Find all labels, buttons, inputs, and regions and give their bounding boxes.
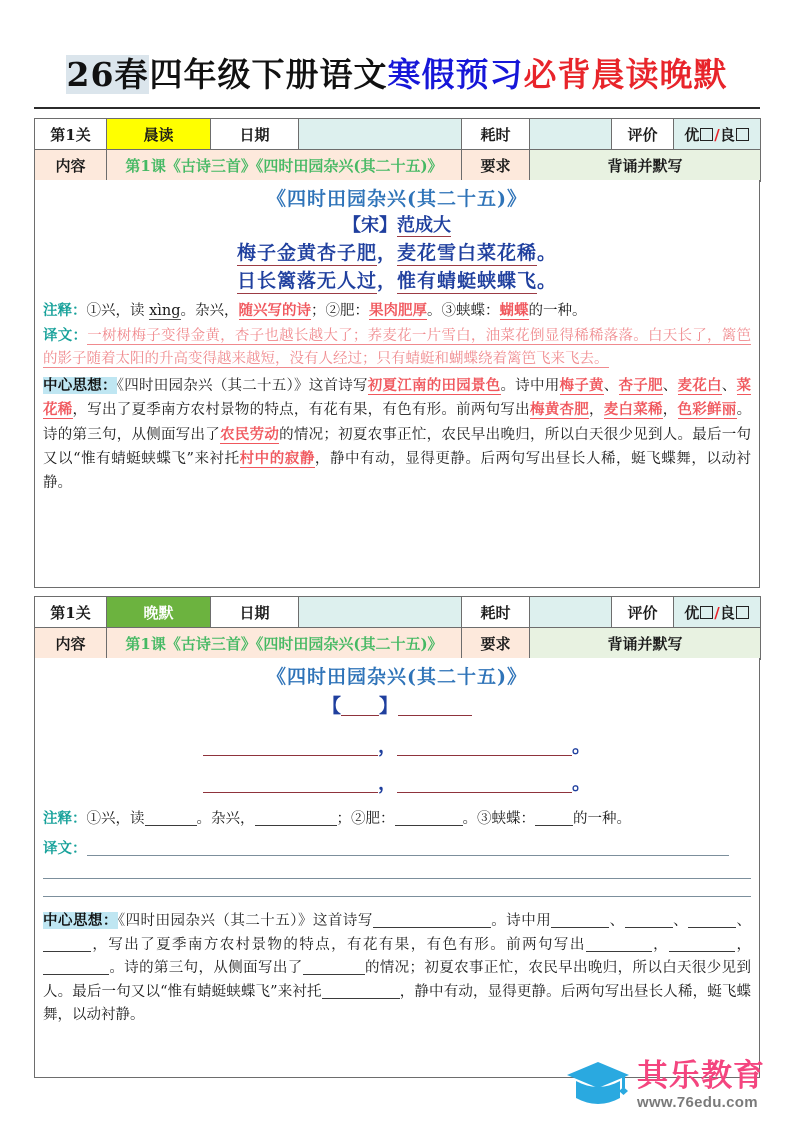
s2-time-label: 耗时 <box>462 597 530 629</box>
notes-blank-label: 注释： <box>43 810 87 827</box>
theme-k8: 色彩鲜丽 <box>677 401 737 418</box>
s1-content-label: 内容 <box>35 150 107 182</box>
note-2-end: 。 <box>427 303 442 319</box>
s1-date-label: 日期 <box>211 119 299 151</box>
theme-blank-paragraph <box>43 909 751 1028</box>
theme-blank-t8: ， <box>735 936 752 953</box>
title-part-black: 四年级下册语文 <box>149 55 388 94</box>
theme-blank-t5: 、 <box>736 913 752 929</box>
blank-theme-5[interactable] <box>43 951 91 952</box>
s1-date-value[interactable] <box>299 119 462 151</box>
table-row <box>35 119 761 151</box>
poem-line-2a: 日长篱落无人过 <box>236 270 377 292</box>
line2-comma: ， <box>377 772 397 794</box>
theme-blank-t3: 、 <box>609 913 625 929</box>
s2-date-label: 日期 <box>211 597 299 629</box>
s2-rating-ok: 良 <box>719 604 735 622</box>
section1-content-table <box>34 149 761 182</box>
translation-text: 一树树梅子变得金黄，杏子也越长越大了；荞麦花一片雪白，油菜花倒显得稀稀落落。白天长了，篱笆的影子随着太阳的升高变得越来越短，没有人经过；只有蜻蜓和蝴蝶绕着篱笆飞来飞去。 <box>43 327 752 367</box>
s1-rating-label: 评价 <box>612 119 674 151</box>
poem-line1-blank <box>43 731 751 761</box>
note-3-pre: ③蛱蝶： <box>441 303 500 319</box>
translation-answer-paragraph <box>43 324 751 372</box>
table-row <box>35 150 761 182</box>
s2-time-value[interactable] <box>530 597 612 629</box>
title-part-blue: 寒假预习 <box>387 55 524 94</box>
watermark-url: www.76edu.com <box>637 1093 758 1111</box>
poem-title-blank: 《四时田园杂兴(其二十五)》 <box>267 666 527 688</box>
theme-t11: ，静中有动，显得更静。后两句写出昼长人稀，蜓飞蝶舞，以动衬静。 <box>43 451 752 491</box>
poem-answer-block <box>43 186 751 295</box>
note-1-pre: ①兴，读 <box>86 303 150 319</box>
theme-t1: 《四时田园杂兴（其二十五）》这首诗写 <box>116 377 368 394</box>
poem-author-line <box>43 213 751 239</box>
poem-line-1a: 梅子金黄杏子肥 <box>236 242 377 264</box>
theme-k6: 梅黄杏肥 <box>529 401 589 418</box>
poem-author-blank-line <box>43 691 751 721</box>
blank-line1b[interactable] <box>397 755 572 756</box>
s1-rating-ok: 良 <box>719 126 735 144</box>
note-blank-2-end: 。 <box>462 811 477 827</box>
blank-theme-8[interactable] <box>43 974 109 975</box>
blank-dynasty[interactable] <box>341 715 379 716</box>
poem-line-2 <box>43 267 751 295</box>
s1-req-label: 要求 <box>462 150 530 182</box>
blank-theme-7[interactable] <box>669 951 735 952</box>
s1-content-value: 第1课《古诗三首》《四时田园杂兴(其二十五)》 <box>107 150 462 182</box>
theme-k7: 麦白菜稀 <box>603 401 663 418</box>
s2-rating-value[interactable] <box>674 597 761 629</box>
poem-line2-blank <box>43 768 751 798</box>
section2-header-table <box>34 596 761 629</box>
section2-content-table <box>34 627 761 660</box>
section2-body-panel <box>34 658 760 1078</box>
blank-theme-10[interactable] <box>322 998 400 999</box>
line1-period: 。 <box>572 735 592 757</box>
s2-date-value[interactable] <box>299 597 462 629</box>
graduation-cap-icon <box>566 1060 630 1110</box>
blank-theme-3[interactable] <box>625 927 673 928</box>
s2-mode-cell: 晚默 <box>107 597 211 629</box>
title-part-highlight: 26春 <box>66 55 149 94</box>
poem-line-1-comma: ， <box>376 242 397 264</box>
bracket-open: 【 <box>321 695 341 717</box>
table-row <box>35 628 761 660</box>
blank-line1a[interactable] <box>203 755 378 756</box>
s2-content-label: 内容 <box>35 628 107 660</box>
theme-blank-t4: 、 <box>672 913 689 929</box>
theme-k1: 初夏江南的田园景色 <box>367 376 501 394</box>
checkbox-good-icon[interactable] <box>700 606 713 619</box>
poem-line-2-period: 。 <box>537 270 558 292</box>
watermark-text <box>637 1057 765 1111</box>
theme-k2: 梅子黄 <box>559 376 604 394</box>
blank-translation-3[interactable] <box>43 896 751 897</box>
line1-comma: ， <box>377 735 397 757</box>
poem-dynasty: 【宋】 <box>343 215 397 236</box>
blank-theme-1[interactable] <box>373 927 491 928</box>
theme-t4: 、 <box>662 377 678 394</box>
theme-t9: 。诗的第三句，从侧面写出了 <box>43 402 752 443</box>
theme-t2: 。诗中用 <box>500 377 560 394</box>
note-1-answer: 随兴写的诗 <box>238 302 312 319</box>
theme-t8: ， <box>662 402 678 418</box>
theme-k3: 杏子肥 <box>618 376 663 394</box>
line2-period: 。 <box>572 772 592 794</box>
s2-req-value: 背诵并默写 <box>530 628 761 660</box>
note-blank-3-pre: ③蛱蝶： <box>477 811 535 827</box>
theme-k4: 麦花白 <box>677 376 722 394</box>
poem-line-1-period: 。 <box>537 242 558 264</box>
blank-theme-2[interactable] <box>551 927 609 928</box>
blank-note-1-answer[interactable] <box>255 825 337 826</box>
checkbox-ok-icon[interactable] <box>736 606 749 619</box>
note-1-pinyin: xìng <box>149 303 181 319</box>
notes-answer-paragraph <box>43 299 751 324</box>
note-blank-1-end: ； <box>336 811 351 827</box>
theme-blank-t2: 。诗中用 <box>490 913 552 929</box>
theme-t7: ， <box>588 402 604 418</box>
blank-note-1-pinyin[interactable] <box>145 825 197 826</box>
checkbox-good-icon[interactable] <box>700 128 713 141</box>
poem-author: 范成大 <box>397 215 451 236</box>
note-2-answer: 果肉肥厚 <box>369 302 428 319</box>
theme-k9: 农民劳动 <box>220 425 280 443</box>
theme-t3: 、 <box>603 377 619 394</box>
s1-rating-sep: / <box>714 126 720 144</box>
title-divider <box>34 107 760 109</box>
s2-content-value: 第1课《古诗三首》《四时田园杂兴(其二十五)》 <box>107 628 462 660</box>
note-3-answer: 蝴蝶 <box>499 302 529 319</box>
table-row <box>35 597 761 629</box>
s2-level-cell: 第1关 <box>35 597 107 629</box>
theme-answer-paragraph <box>43 374 751 496</box>
note-blank-3-end: 的一种。 <box>573 811 631 827</box>
blank-note-3-answer[interactable] <box>535 825 573 826</box>
note-1-mid: 。杂兴， <box>180 303 239 319</box>
notes-label: 注释： <box>43 302 87 319</box>
notes-blank-paragraph <box>43 807 751 832</box>
theme-label: 中心思想： <box>43 376 117 394</box>
watermark-brand: 其乐教育 <box>637 1057 765 1094</box>
title-part-red: 必背晨读晚默 <box>523 55 728 94</box>
theme-blank-t7: ， <box>651 936 670 953</box>
bracket-close: 】 <box>379 695 399 717</box>
translation-blank-block <box>43 837 751 898</box>
s2-rating-sep: / <box>714 604 720 622</box>
section1-header-table <box>34 118 761 151</box>
s2-req-label: 要求 <box>462 628 530 660</box>
translation-label: 译文： <box>43 326 88 344</box>
page-title <box>0 52 793 98</box>
poem-line-1 <box>43 239 751 267</box>
theme-blank-t11: ，静中有动，显得更静。后两句写出昼长人稀，蜓飞蝶舞，以动衬静。 <box>43 983 752 1023</box>
blank-note-2-answer[interactable] <box>395 825 463 826</box>
note-blank-2-pre: ②肥： <box>351 811 395 827</box>
s2-rating-good: 优 <box>684 604 700 622</box>
poem-title: 《四时田园杂兴(其二十五)》 <box>267 188 527 210</box>
theme-blank-t1: 《四时田园杂兴（其二十五）》这首诗写 <box>117 913 373 929</box>
poem-line-1b: 麦花雪白菜花稀 <box>397 242 538 264</box>
s1-level-cell: 第1关 <box>35 119 107 151</box>
theme-blank-t6: ，写出了夏季南方农村景物的特点，有花有果，有色有形。前两句写出 <box>91 936 586 953</box>
s1-time-value[interactable] <box>530 119 612 151</box>
theme-k10: 村中的寂静 <box>239 450 315 467</box>
note-1-end: ； <box>311 303 326 319</box>
blank-theme-4[interactable] <box>688 927 736 928</box>
blank-translation-1[interactable] <box>87 855 729 856</box>
blank-theme-9[interactable] <box>303 974 365 975</box>
s1-rating-value[interactable] <box>674 119 761 151</box>
s1-req-value: 背诵并默写 <box>530 150 761 182</box>
s1-time-label: 耗时 <box>462 119 530 151</box>
s1-mode-cell: 晨读 <box>107 119 211 151</box>
blank-translation-2[interactable] <box>43 878 751 879</box>
theme-blank-label: 中心思想： <box>43 912 118 929</box>
blank-line2b[interactable] <box>397 792 572 793</box>
note-3-end: 的一种。 <box>528 303 587 319</box>
theme-t10: 的情况；初夏农事正忙，农民早出晚归，所以白天很少见到人。最后一句又以“惟有蜻蜓蛱蝶飞”来衬托 <box>43 426 752 467</box>
blank-theme-6[interactable] <box>586 951 652 952</box>
blank-line2a[interactable] <box>203 792 378 793</box>
checkbox-ok-icon[interactable] <box>736 128 749 141</box>
poem-blank-block <box>43 664 751 798</box>
note-blank-1-pre: ①兴，读 <box>86 811 145 827</box>
blank-author[interactable] <box>398 715 472 716</box>
translation-blank-label: 译文： <box>43 839 87 857</box>
note-2-pre: ②肥： <box>325 303 370 319</box>
theme-k5: 菜花稀 <box>43 376 751 418</box>
section1-body-panel <box>34 180 760 588</box>
poem-line-2b: 惟有蜻蜓蛱蝶飞 <box>397 270 538 292</box>
theme-blank-t10: 的情况；初夏农事正忙，农民早出晚归，所以白天很少见到人。最后一句又以“惟有蜻蜓蛱蝶飞”来衬托 <box>43 960 752 1000</box>
watermark <box>566 1057 765 1111</box>
s2-rating-label: 评价 <box>612 597 674 629</box>
poem-line-2-comma: ， <box>376 270 397 292</box>
note-blank-1-mid: 。杂兴， <box>196 811 255 827</box>
s1-rating-good: 优 <box>684 126 700 144</box>
theme-t5: 、 <box>721 377 737 394</box>
theme-t6: ，写出了夏季南方农村景物的特点，有花有果，有色有形。前两句写出 <box>72 402 530 418</box>
theme-blank-t9: 。诗的第三句，从侧面写出了 <box>109 960 303 976</box>
